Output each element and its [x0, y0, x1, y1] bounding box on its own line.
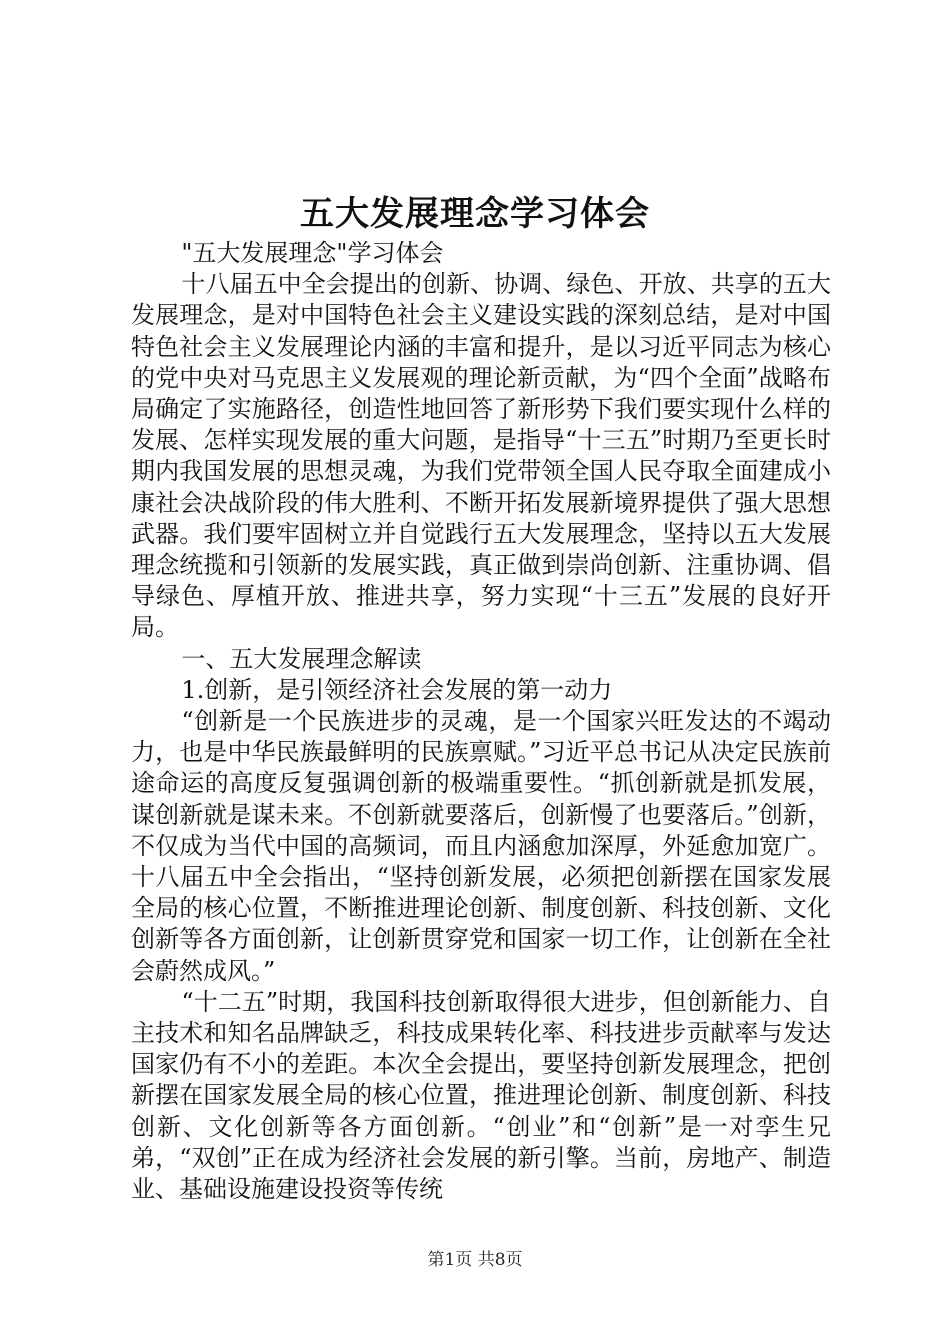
document-title: 五大发展理念学习体会 [300, 194, 650, 234]
section-heading: 一、五大发展理念解读 [181, 644, 422, 673]
intro-paragraph: 十八届五中全会提出的创新、协调、绿色、开放、共享的五大发展理念，是对中国特色社会主义建设实践的深刻总结，是对中国特色社会主义发展理论内涵的丰富和提升，是以习近平同志为核心的党中央对马克思主义发展观的理论新贡献，为“四个全面”战略布局确定了实施路径，创造性地回答了新形势下我们要实现什么样的发展、怎样实现发展的重大问题，是指导“十三五”时期乃至更长时期内我国发展的思想灵魂，为我们党带领全国人民夺取全面建成小康社会决战阶段的伟大胜利、不断开拓发展新境界提供了强大思想武器。我们要牢固树立并自觉践行五大发展理念，坚持以五大发展理念统揽和引领新的发展实践，真正做到崇尚创新、注重协调、倡导绿色、厚植开放、推进共享，努力实现“十三五”发展的良好开局。 [131, 270, 831, 642]
document-body [131, 238, 831, 1205]
subsection-heading: 1.创新，是引领经济社会发展的第一动力 [181, 675, 613, 704]
page-footer: 第1页 共8页 [427, 1250, 523, 1270]
document-subtitle: "五大发展理念"学习体会 [181, 239, 444, 267]
quote-paragraph: “创新是一个民族进步的灵魂，是一个国家兴旺发达的不竭动力，也是中华民族最鲜明的民族禀赋。”习近平总书记从决定民族前途命运的高度反复强调创新的极端重要性。“抓创新就是抓发展，谋创新就是谋未来。不创新就要落后，创新慢了也要落后。”创新，不仅成为当代中国的高频词，而且内涵愈加深厚，外延愈加宽广。十八届五中全会指出，“坚持创新发展，必须把创新摆在国家发展全局的核心位置，不断推进理论创新、制度创新、科技创新、文化创新等各方面创新，让创新贯穿党和国家一切工作，让创新在全社会蔚然成风。” [131, 707, 831, 985]
body-paragraph: “十二五”时期，我国科技创新取得很大进步，但创新能力、自主技术和知名品牌缺乏，科技成果转化率、科技进步贡献率与发达国家仍有不小的差距。本次全会提出，要坚持创新发展理念，把创新摆在国家发展全局的核心位置，推进理论创新、制度创新、科技创新、文化创新等各方面创新。“创业”和“创新”是一对孪生兄弟，“双创”正在成为经济社会发展的新引擎。当前，房地产、制造业、基础设施建设投资等传统 [131, 987, 831, 1204]
